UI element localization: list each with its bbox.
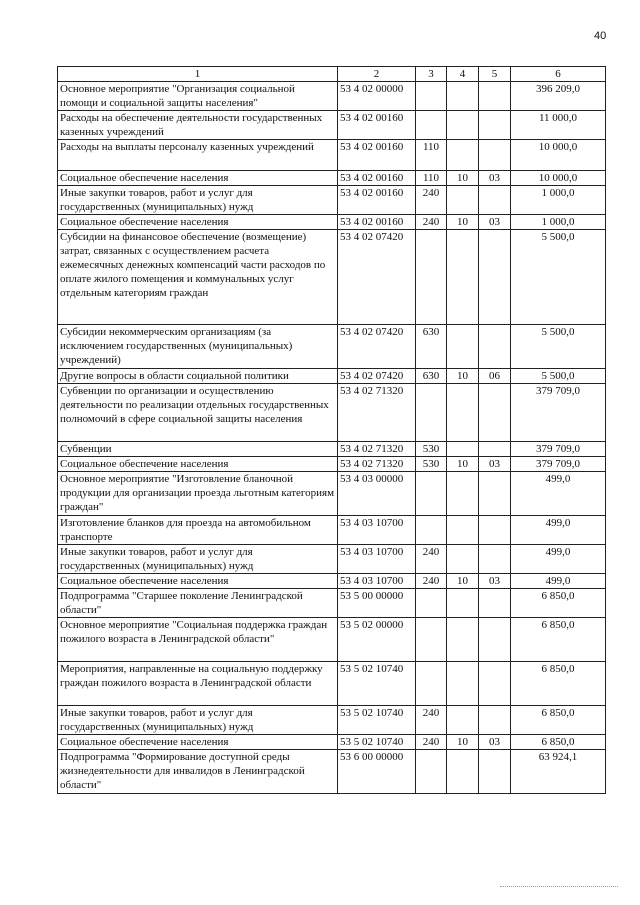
row-name: Социальное обеспечение населения — [58, 171, 338, 186]
row-code: 53 4 02 71320 — [338, 384, 416, 442]
row-name: Социальное обеспечение населения — [58, 215, 338, 230]
row-col-4: 10 — [447, 171, 479, 186]
row-col-3: 240 — [416, 735, 447, 750]
row-code: 53 4 02 71320 — [338, 457, 416, 472]
row-amount: 499,0 — [511, 574, 606, 589]
row-code: 53 4 03 00000 — [338, 472, 416, 516]
table-row — [58, 457, 606, 472]
table-row — [58, 111, 606, 140]
row-col-3 — [416, 230, 447, 325]
row-col-3: 240 — [416, 574, 447, 589]
table-row — [58, 384, 606, 442]
row-col-5: 03 — [479, 574, 511, 589]
row-name: Субвенции по организации и осуществлению деятельности по реализации отдельных государственных полномочий в сфере социальной защиты населения — [58, 384, 338, 442]
row-col-3: 240 — [416, 545, 447, 574]
row-amount: 6 850,0 — [511, 706, 606, 735]
row-col-5 — [479, 230, 511, 325]
row-col-5 — [479, 618, 511, 662]
row-col-3: 240 — [416, 215, 447, 230]
row-col-3: 530 — [416, 442, 447, 457]
row-col-3 — [416, 662, 447, 706]
row-name: Основное мероприятие "Изготовление бланочной продукции для организации проезда льготным категориям граждан" — [58, 472, 338, 516]
row-col-5: 03 — [479, 215, 511, 230]
header-col-2: 2 — [338, 67, 416, 82]
row-col-4 — [447, 618, 479, 662]
row-col-5 — [479, 589, 511, 618]
row-code: 53 5 02 10740 — [338, 706, 416, 735]
row-code: 53 4 03 10700 — [338, 516, 416, 545]
row-amount: 499,0 — [511, 472, 606, 516]
row-col-3: 110 — [416, 140, 447, 171]
row-col-4: 10 — [447, 369, 479, 384]
row-col-3 — [416, 618, 447, 662]
row-code: 53 5 02 00000 — [338, 618, 416, 662]
row-name: Иные закупки товаров, работ и услуг для государственных (муниципальных) нужд — [58, 186, 338, 215]
row-col-4: 10 — [447, 574, 479, 589]
row-col-5 — [479, 545, 511, 574]
row-col-5: 06 — [479, 369, 511, 384]
row-amount: 1 000,0 — [511, 215, 606, 230]
row-col-5 — [479, 325, 511, 369]
row-amount: 10 000,0 — [511, 171, 606, 186]
row-amount: 5 500,0 — [511, 230, 606, 325]
row-name: Изготовление бланков для проезда на автомобильном транспорте — [58, 516, 338, 545]
row-col-5 — [479, 140, 511, 171]
row-col-3 — [416, 472, 447, 516]
row-col-5 — [479, 442, 511, 457]
row-col-3 — [416, 516, 447, 545]
row-col-5 — [479, 82, 511, 111]
table-body — [58, 82, 606, 794]
row-name: Социальное обеспечение населения — [58, 457, 338, 472]
row-col-4 — [447, 230, 479, 325]
row-name: Основное мероприятие "Организация социальной помощи и социальной защиты населения" — [58, 82, 338, 111]
row-col-3 — [416, 750, 447, 794]
row-amount: 6 850,0 — [511, 618, 606, 662]
row-col-3: 110 — [416, 171, 447, 186]
row-code: 53 4 02 00160 — [338, 171, 416, 186]
row-col-4 — [447, 706, 479, 735]
row-name: Социальное обеспечение населения — [58, 735, 338, 750]
row-code: 53 4 02 00000 — [338, 82, 416, 111]
row-name: Подпрограмма "Старшее поколение Ленинградской области" — [58, 589, 338, 618]
header-col-1: 1 — [58, 67, 338, 82]
row-col-5 — [479, 516, 511, 545]
row-col-3: 240 — [416, 186, 447, 215]
row-col-4 — [447, 589, 479, 618]
row-col-4 — [447, 750, 479, 794]
table-row — [58, 215, 606, 230]
row-amount: 499,0 — [511, 545, 606, 574]
table-header-row — [58, 67, 606, 82]
table-row — [58, 186, 606, 215]
row-col-5: 03 — [479, 735, 511, 750]
row-name: Подпрограмма "Формирование доступной среды жизнедеятельности для инвалидов в Ленинградской области" — [58, 750, 338, 794]
row-col-4 — [447, 111, 479, 140]
row-name: Другие вопросы в области социальной политики — [58, 369, 338, 384]
row-code: 53 4 02 07420 — [338, 230, 416, 325]
row-col-4 — [447, 472, 479, 516]
row-col-5 — [479, 662, 511, 706]
row-code: 53 5 02 10740 — [338, 735, 416, 750]
table-row — [58, 735, 606, 750]
row-col-5 — [479, 186, 511, 215]
row-code: 53 4 03 10700 — [338, 545, 416, 574]
row-col-4 — [447, 662, 479, 706]
row-code: 53 4 02 71320 — [338, 442, 416, 457]
row-col-3 — [416, 384, 447, 442]
table-row — [58, 442, 606, 457]
header-col-5: 5 — [479, 67, 511, 82]
row-col-4: 10 — [447, 457, 479, 472]
row-name: Мероприятия, направленные на социальную поддержку граждан пожилого возраста в Ленинградской области — [58, 662, 338, 706]
row-col-5 — [479, 750, 511, 794]
row-col-3: 240 — [416, 706, 447, 735]
row-amount: 6 850,0 — [511, 589, 606, 618]
row-code: 53 6 00 00000 — [338, 750, 416, 794]
table-row — [58, 369, 606, 384]
row-col-5: 03 — [479, 171, 511, 186]
row-amount: 5 500,0 — [511, 369, 606, 384]
table-row — [58, 171, 606, 186]
scan-artifact — [500, 886, 618, 888]
row-col-3 — [416, 111, 447, 140]
row-name: Субсидии некоммерческим организациям (за исключением государственных (муниципальных) учреждений) — [58, 325, 338, 369]
row-name: Субсидии на финансовое обеспечение (возмещение) затрат, связанных с осуществлением расчета ежемесячных денежных компенсаций части расходов по оплате жилого помещения и коммунальных услуг отдельным категориям граждан — [58, 230, 338, 325]
table-row — [58, 82, 606, 111]
table-row — [58, 230, 606, 325]
table-row — [58, 706, 606, 735]
row-col-5 — [479, 111, 511, 140]
row-code: 53 4 02 07420 — [338, 369, 416, 384]
row-col-4 — [447, 516, 479, 545]
row-name: Основное мероприятие "Социальная поддержка граждан пожилого возраста в Ленинградской области" — [58, 618, 338, 662]
table-row — [58, 574, 606, 589]
row-col-5: 03 — [479, 457, 511, 472]
row-col-4 — [447, 186, 479, 215]
row-col-5 — [479, 706, 511, 735]
row-col-3: 530 — [416, 457, 447, 472]
row-name: Субвенции — [58, 442, 338, 457]
row-amount: 10 000,0 — [511, 140, 606, 171]
row-amount: 1 000,0 — [511, 186, 606, 215]
table-row — [58, 325, 606, 369]
row-col-4 — [447, 442, 479, 457]
page-number: 40 — [594, 30, 607, 42]
row-col-3 — [416, 82, 447, 111]
row-col-4 — [447, 384, 479, 442]
row-name: Расходы на обеспечение деятельности государственных казенных учреждений — [58, 111, 338, 140]
table-row — [58, 545, 606, 574]
row-col-3 — [416, 589, 447, 618]
table-row — [58, 140, 606, 171]
header-col-6: 6 — [511, 67, 606, 82]
row-amount: 11 000,0 — [511, 111, 606, 140]
row-name: Социальное обеспечение населения — [58, 574, 338, 589]
row-col-4 — [447, 545, 479, 574]
row-amount: 379 709,0 — [511, 442, 606, 457]
row-code: 53 4 02 07420 — [338, 325, 416, 369]
row-amount: 379 709,0 — [511, 457, 606, 472]
row-name: Иные закупки товаров, работ и услуг для государственных (муниципальных) нужд — [58, 706, 338, 735]
row-col-4 — [447, 325, 479, 369]
table-row — [58, 750, 606, 794]
row-col-4 — [447, 82, 479, 111]
budget-table — [57, 66, 606, 794]
table-row — [58, 589, 606, 618]
row-amount: 6 850,0 — [511, 662, 606, 706]
row-col-4: 10 — [447, 215, 479, 230]
row-code: 53 4 03 10700 — [338, 574, 416, 589]
row-col-5 — [479, 472, 511, 516]
row-code: 53 4 02 00160 — [338, 215, 416, 230]
row-amount: 499,0 — [511, 516, 606, 545]
table-row — [58, 662, 606, 706]
table-row — [58, 618, 606, 662]
row-amount: 6 850,0 — [511, 735, 606, 750]
row-col-3: 630 — [416, 325, 447, 369]
row-col-3: 630 — [416, 369, 447, 384]
row-amount: 5 500,0 — [511, 325, 606, 369]
table-row — [58, 472, 606, 516]
header-col-3: 3 — [416, 67, 447, 82]
row-code: 53 4 02 00160 — [338, 140, 416, 171]
row-name: Иные закупки товаров, работ и услуг для государственных (муниципальных) нужд — [58, 545, 338, 574]
row-amount: 63 924,1 — [511, 750, 606, 794]
row-code: 53 4 02 00160 — [338, 111, 416, 140]
row-amount: 379 709,0 — [511, 384, 606, 442]
table-row — [58, 516, 606, 545]
row-col-4: 10 — [447, 735, 479, 750]
row-code: 53 4 02 00160 — [338, 186, 416, 215]
row-code: 53 5 00 00000 — [338, 589, 416, 618]
row-amount: 396 209,0 — [511, 82, 606, 111]
row-code: 53 5 02 10740 — [338, 662, 416, 706]
row-col-4 — [447, 140, 479, 171]
row-name: Расходы на выплаты персоналу казенных учреждений — [58, 140, 338, 171]
row-col-5 — [479, 384, 511, 442]
header-col-4: 4 — [447, 67, 479, 82]
